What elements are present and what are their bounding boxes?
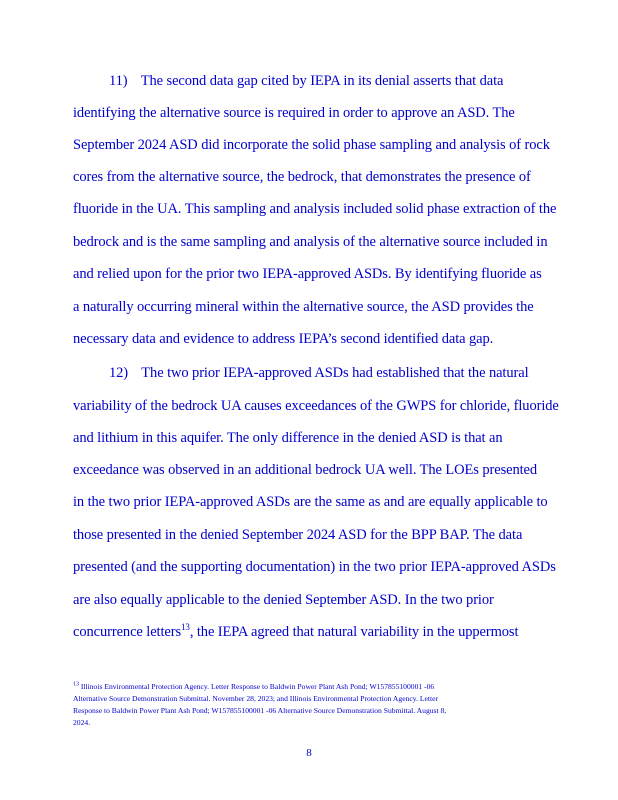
para-11-first-line: [109, 72, 503, 90]
para-12-first-line: [109, 364, 529, 382]
para-12-text-before-ref: concurrence letters: [73, 624, 181, 640]
para-11-text: The second data gap cited by IEPA in its denial asserts that data: [140, 73, 504, 89]
footnote-13: [73, 681, 533, 729]
para-12-line: presented (and the supporting documentation) in the two prior IEPA-approved ASDs: [73, 559, 556, 575]
para-12-line: those presented in the denied September 2024 ASD for the BPP BAP. The data: [73, 527, 523, 543]
footnote-line: Response to Baldwin Power Plant Ash Pond; W157855100001 -06 Alternative Source Demonstration Submittal. August 8,: [73, 706, 447, 715]
para-11-line: fluoride in the UA. This sampling and analysis included solid phase extraction of the: [73, 201, 557, 217]
para-11-line: a naturally occurring mineral within the alternative source, the ASD provides the: [73, 299, 534, 315]
para-12-text-after-ref: , the IEPA agreed that natural variability in the uppermost: [189, 624, 519, 640]
para-12-line: in the two prior IEPA-approved ASDs are the same as and are equally applicable to: [73, 494, 548, 510]
para-12-number: 12): [109, 365, 129, 381]
footnote-line: 2024.: [73, 718, 91, 727]
para-12-text: The two prior IEPA-approved ASDs had established that the natural: [141, 365, 529, 381]
para-11-line: and relied upon for the prior two IEPA-approved ASDs. By identifying fluoride as: [73, 266, 542, 282]
para-11-line: necessary data and evidence to address IEPA’s second identified data gap.: [73, 331, 494, 347]
para-11-line: September 2024 ASD did incorporate the solid phase sampling and analysis of rock: [73, 137, 550, 153]
para-11-line: identifying the alternative source is required in order to approve an ASD. The: [73, 105, 515, 121]
para-11-line: bedrock and is the same sampling and analysis of the alternative source included in: [73, 234, 548, 250]
para-11-line: cores from the alternative source, the bedrock, that demonstrates the presence of: [73, 169, 531, 185]
para-12-line: are also equally applicable to the denied September ASD. In the two prior: [73, 592, 494, 608]
para-12-line: variability of the bedrock UA causes exceedances of the GWPS for chloride, fluoride: [73, 398, 559, 414]
footnote-line: Alternative Source Demonstration Submittal. November 28, 2023; and Illinois Environmental Protection Agency. Letter: [73, 694, 438, 703]
footnote-text: Illinois Environmental Protection Agency. Letter Response to Baldwin Power Plant Ash Pond; W157855100001 -06: [80, 682, 435, 691]
footnote-mark: 13: [73, 681, 79, 688]
para-11-number: 11): [109, 73, 128, 89]
page-number: 8: [306, 747, 312, 759]
footnote-line: [73, 681, 533, 693]
para-12-line: and lithium in this aquifer. The only difference in the denied ASD is that an: [73, 430, 503, 446]
footnote-reference[interactable]: 13: [181, 622, 190, 633]
para-12-line: exceedance was observed in an additional bedrock UA well. The LOEs presented: [73, 462, 538, 478]
para-12-last-line: [73, 623, 518, 641]
